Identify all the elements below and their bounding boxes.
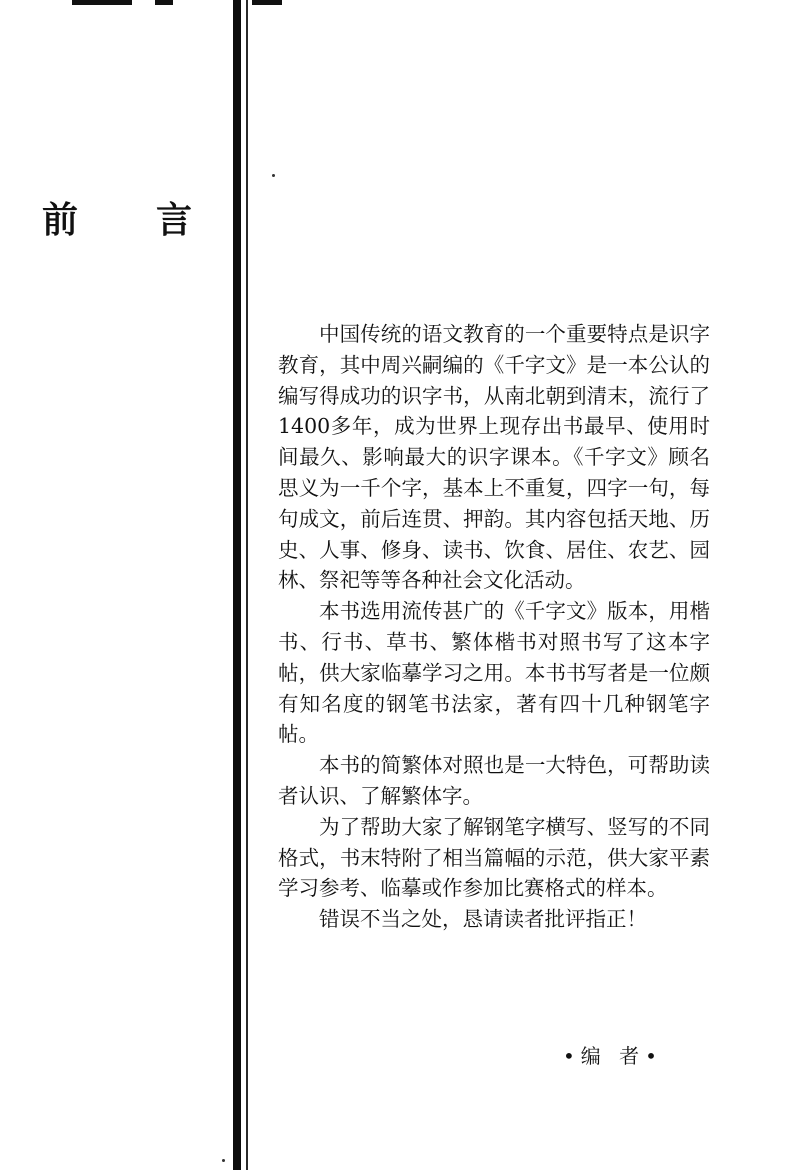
- paragraph: 为了帮助大家了解钢笔字横写、竖写的不同格式，书末特附了相当篇幅的示范，供大家平素学习参考、临摹或作参加比赛格式的样本。: [278, 814, 710, 901]
- scan-mark-2: [155, 0, 173, 5]
- scan-mark-3: [252, 0, 282, 5]
- speck: [272, 174, 275, 177]
- preface-body: [278, 319, 710, 935]
- scan-mark-1: [72, 0, 132, 5]
- page-spine: [233, 0, 241, 1170]
- page-spine-edge: [246, 0, 248, 1170]
- author-signature: •编 者•: [563, 1044, 663, 1068]
- page-title: [42, 193, 192, 241]
- speck: [222, 1159, 225, 1162]
- paragraph: 本书选用流传甚广的《千字文》版本，用楷书、行书、草书、繁体楷书对照书写了这本字帖，供大家临摹学习之用。本书书写者是一位颇有知名度的钢笔书法家，著有四十几种钢笔字帖。: [278, 599, 710, 747]
- paragraph: 中国传统的语文教育的一个重要特点是识字教育，其中周兴嗣编的《千字文》是一本公认的编写得成功的识字书，从南北朝到清末，流行了1400多年，成为世界上现存出书最早、使用时间最久、影响最大的识字课本。《千字文》顾名思义为一千个字，基本上不重复，四字一句，每句成文，前后连贯、押韵。其内容包括天地、历史、人事、修身、读书、饮食、居住、农艺、园林、祭祀等等各种社会文化活动。: [278, 322, 710, 593]
- title-char-1: 前: [42, 199, 79, 241]
- title-char-2: 言: [155, 199, 192, 241]
- paragraph: 本书的简繁体对照也是一大特色，可帮助读者认识、了解繁体字。: [278, 753, 710, 808]
- paragraph: 错误不当之处，恳请读者批评指正！: [319, 907, 647, 932]
